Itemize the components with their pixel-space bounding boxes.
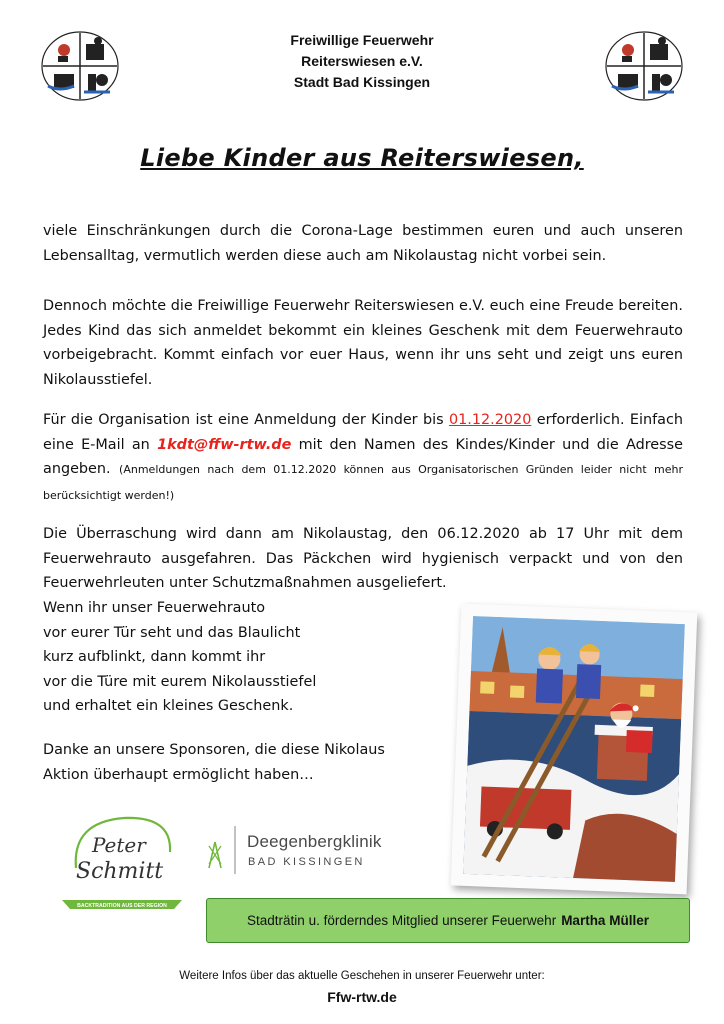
email-link[interactable]: 1kdt@ffw-rtw.de — [157, 436, 292, 453]
footer-website-link[interactable]: Ffw-rtw.de — [327, 989, 397, 1005]
footer — [0, 970, 724, 1005]
instruction-line: kurz aufblinkt, dann kommt ihr — [43, 649, 266, 666]
peter-logo-line-2: Schmitt — [76, 859, 164, 884]
thanks-line: Aktion überhaupt ermöglicht haben… — [43, 766, 314, 783]
registration-text-c: mit den Namen des Kindes/Kinder und die Adresse angeben. — [43, 436, 684, 478]
fire-brigade-logo-left — [40, 30, 120, 102]
header-line-3: Stadt Bad Kissingen — [293, 74, 431, 90]
sponsor-member-box — [206, 898, 690, 943]
sponsor-thanks — [43, 738, 443, 787]
paragraph-corona: viele Einschränkungen durch die Corona-Lage bestimmen euren und auch unseren Lebensalltag, vermutlich werden diese auch am Nikolaustag nicht vorbei sein. — [43, 223, 683, 264]
paragraph-registration — [43, 408, 683, 508]
thanks-line: Danke an unsere Sponsoren, die diese Nikolaus — [43, 742, 385, 758]
deegenbergklinik-city: BAD KISSINGEN — [248, 856, 365, 868]
instruction-line: vor die Türe mit eurem Nikolausstiefel — [43, 673, 317, 690]
header-line-2: Reiterswiesen e.V. — [301, 53, 423, 69]
paragraph-surprise: Die Überraschung wird dann am Nikolaustag, den 06.12.2020 ab 17 Uhr mit dem Feuerwehrauto ausgefahren. Das Päckchen wird hygienisch verpackt und von den Feuerwehrleuten unter Schutzmaßnahmen ausgeliefert. — [43, 526, 683, 592]
santa-firefighter-illustration — [463, 616, 685, 882]
paragraph-invitation: Dennoch möchte die Freiwillige Feuerwehr Reiterswiesen e.V. euch eine Freude bereiten. Jedes Kind das sich anmeldet bekommt ein kleines Geschenk mit dem Feuerwehrauto vorbeigebracht. Kommt einfach vor euer Haus, wenn ihr uns seht und zeigt uns euren Nikolausstiefel. — [43, 298, 683, 388]
letter-headline: Liebe Kinder aus Reiterswiesen, — [140, 144, 584, 172]
visit-instructions — [43, 596, 443, 719]
organization-header — [200, 30, 524, 93]
sponsor-member-name: Martha Müller — [561, 913, 649, 928]
nikolaus-illustration-frame — [451, 604, 698, 895]
registration-text-a: Für die Organisation ist eine Anmeldung der Kinder bis — [43, 412, 444, 428]
instruction-line: vor eurer Tür seht und das Blaulicht — [43, 624, 301, 641]
instruction-line: Wenn ihr unser Feuerwehrauto — [43, 600, 266, 616]
peter-logo-tagline: BACKTRADITION AUS DER REGION — [77, 903, 167, 909]
peter-logo-line-1: Peter — [92, 833, 146, 857]
footer-info-text: Weitere Infos über das aktuelle Geschehen in unserer Feuerwehr unter: — [179, 970, 545, 982]
fire-brigade-logo-right — [604, 30, 684, 102]
instruction-line: und erhaltet ein kleines Geschenk. — [43, 698, 294, 715]
sponsor-peter-schmitt-logo — [58, 808, 188, 914]
registration-text-b: erforderlich. Einfach eine E-Mail an — [43, 412, 684, 453]
sponsor-member-text: Stadträtin u. förderndes Mitglied unserer Feuerwehr — [247, 913, 557, 928]
deegenbergklinik-name: Deegenbergklinik — [247, 832, 382, 851]
registration-note: (Anmeldungen nach dem 01.12.2020 können aus Organisatorischen Gründen leider nicht mehr berücksichtigt werden!) — [43, 463, 683, 502]
header-line-1: Freiwillige Feuerwehr — [290, 32, 434, 48]
deadline-date: 01.12.2020 — [448, 412, 532, 428]
